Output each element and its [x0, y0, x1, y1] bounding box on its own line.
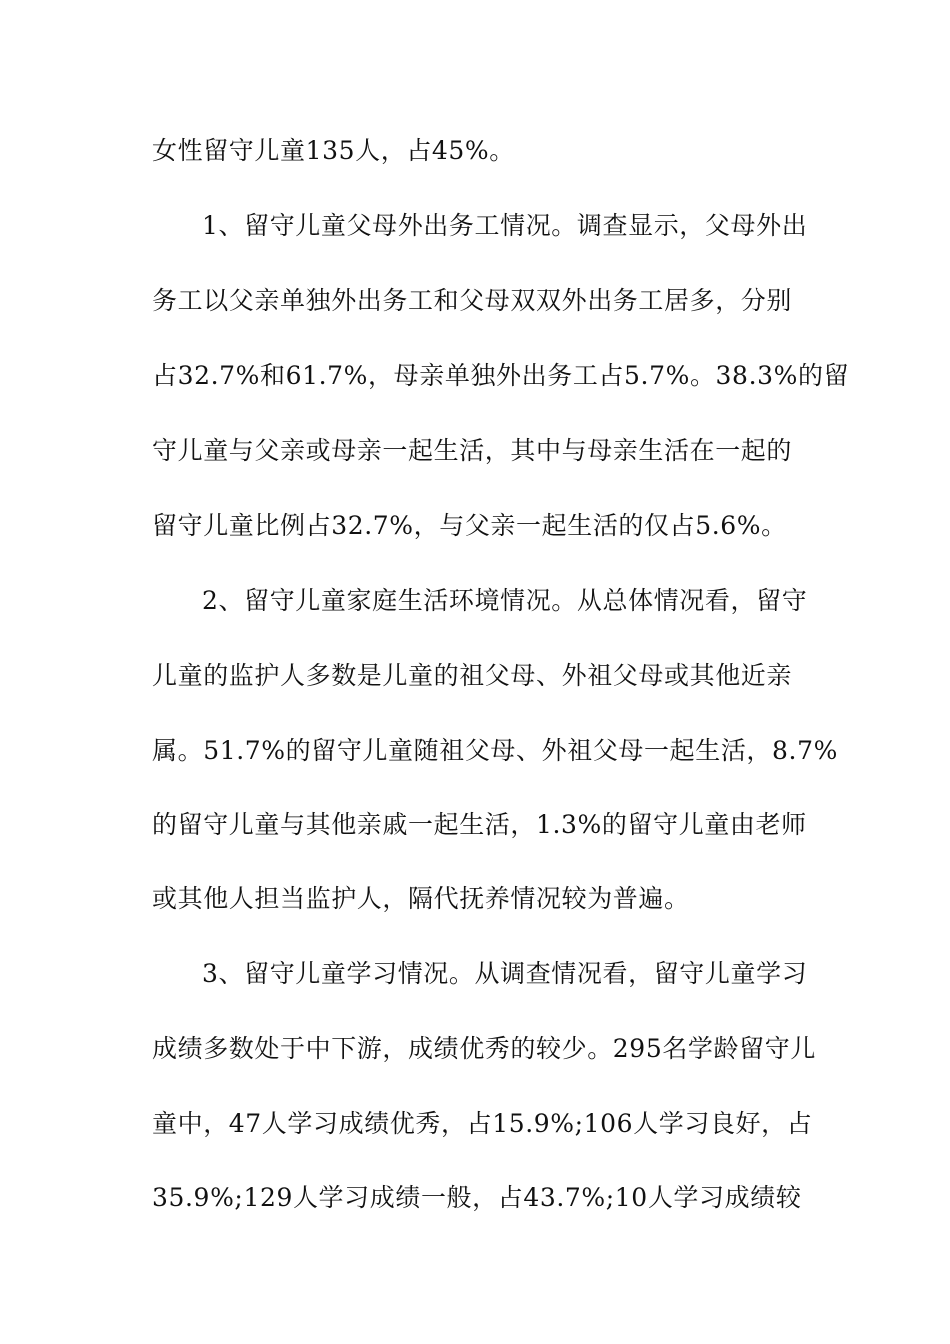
- text-line-15: 35.9%;129人学习成绩一般，占43.7%;10人学习成绩较: [152, 1183, 802, 1212]
- text-line-4: 占32.7%和61.7%，母亲单独外出务工占5.7%。38.3%的留: [152, 361, 850, 390]
- text-line-13: 成绩多数处于中下游，成绩优秀的较少。295名学龄留守儿: [152, 1034, 816, 1063]
- text-line-1: 女性留守儿童135人，占45%。: [152, 136, 515, 165]
- text-line-3: 务工以父亲单独外出务工和父母双双外出务工居多，分别: [152, 286, 793, 315]
- text-line-11: 或其他人担当监护人，隔代抚养情况较为普遍。: [152, 884, 690, 913]
- text-line-7: 2、留守儿童家庭生活环境情况。从总体情况看，留守: [202, 586, 808, 615]
- text-line-5: 守儿童与父亲或母亲一起生活，其中与母亲生活在一起的: [152, 436, 793, 465]
- text-line-12: 3、留守儿童学习情况。从调查情况看，留守儿童学习: [202, 959, 808, 988]
- text-line-2: 1、留守儿童父母外出务工情况。调查显示，父母外出: [202, 211, 808, 240]
- text-line-14: 童中，47人学习成绩优秀，占15.9%;106人学习良好，占: [152, 1109, 813, 1138]
- text-line-6: 留守儿童比例占32.7%，与父亲一起生活的仅占5.6%。: [152, 511, 787, 540]
- text-line-9: 属。51.7%的留守儿童随祖父母、外祖父母一起生活，8.7%: [152, 736, 838, 765]
- text-line-8: 儿童的监护人多数是儿童的祖父母、外祖父母或其他近亲: [152, 661, 793, 690]
- text-line-10: 的留守儿童与其他亲戚一起生活，1.3%的留守儿童由老师: [152, 810, 807, 839]
